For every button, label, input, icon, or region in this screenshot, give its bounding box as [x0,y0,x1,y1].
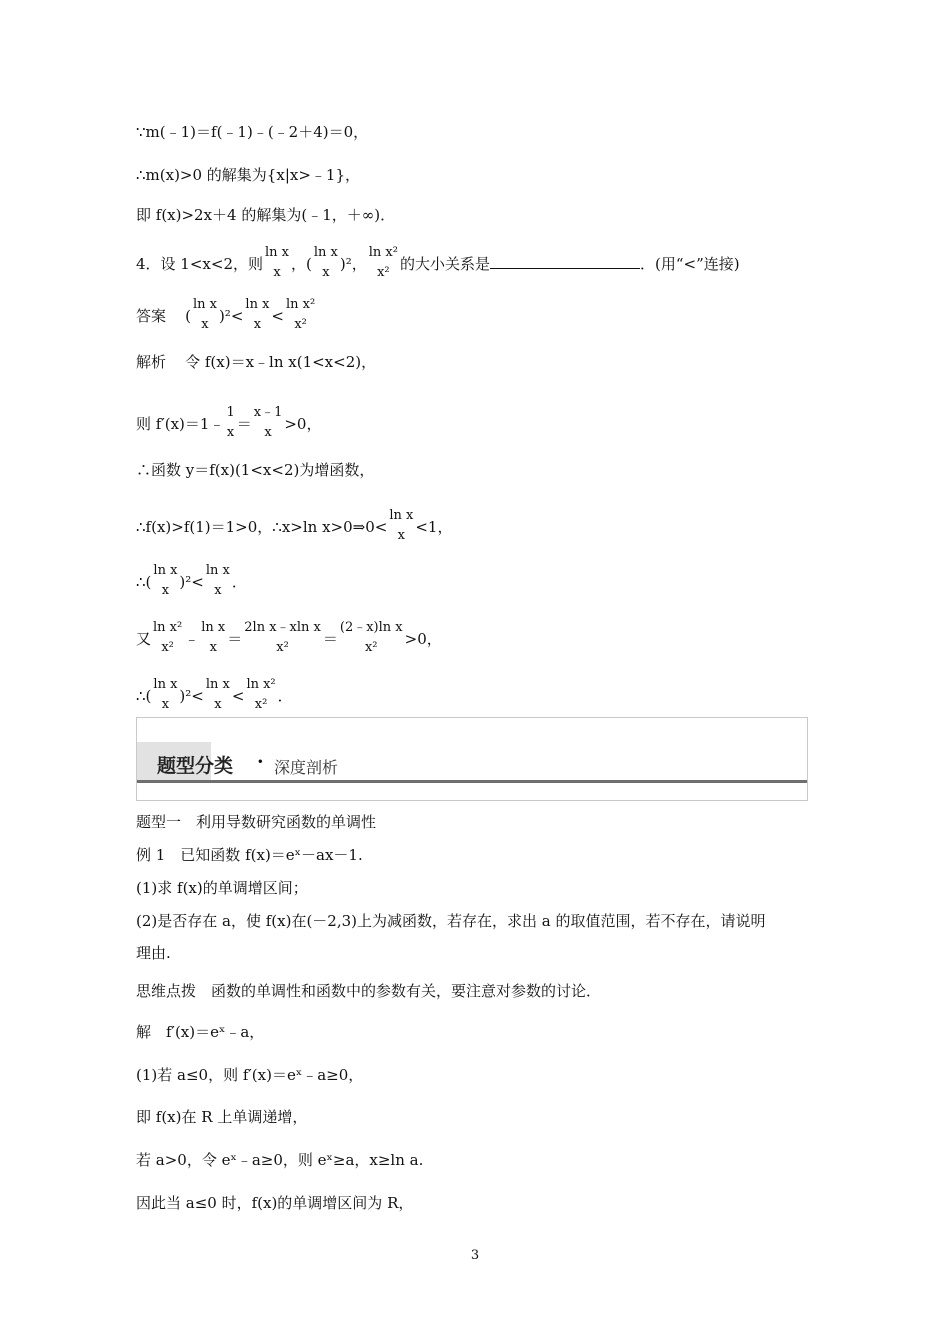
answer-blank [490,254,640,269]
answer-line: 答案 ( ln x x )²< ln x x < ln x² x² [136,297,317,337]
example-title: 例 1 已知函数 f(x)＝eˣ－ax－1. [136,846,363,864]
text-line: ∵m(﹣1)＝f(﹣1)﹣(﹣2＋4)＝0， [136,123,369,141]
analysis-line: ∴f(x)>f(1)＝1>0，∴x>ln x>0⇒0< ln x x <1， [136,508,452,548]
question-2-cont: 理由. [136,944,171,962]
section-banner [136,717,808,801]
analysis-line: ∴函数 y＝f(x)(1<x<2)为增函数， [136,461,375,479]
section-heading: 题型一 利用导数研究函数的单调性 [136,813,377,831]
question-2: (2)是否存在 a，使 f(x)在(－2,3)上为减函数，若存在，求出 a 的取值范围，若不存在，请说明 [136,912,766,930]
fraction: 1 x [226,405,235,440]
fraction: 2ln x﹣xln x x² [244,620,321,655]
page-number: 3 [470,1248,480,1263]
fraction: ln x x [265,245,289,280]
analysis-line: ∴( ln x x )²< ln x x ． [136,563,247,603]
analysis-line: ∴( ln x x )²< ln x x < ln x² x² ． [136,677,293,717]
fraction: ln x x [245,297,270,332]
solution-line: 若 a>0，令 eˣ﹣a≥0，则 eˣ≥a，x≥ln a. [136,1151,424,1169]
fraction: ln x² x² [285,297,316,332]
solution-line: 即 f(x)在 R 上单调递增， [136,1108,308,1126]
fraction: x﹣1 x [253,405,283,440]
answer-label: 答案 [136,307,167,325]
solution-line: 因此当 a≤0 时，f(x)的单调增区间为 R， [136,1194,414,1212]
banner-subtitle: 深度剖析 [274,758,339,777]
fraction: ln x² x² [246,677,276,712]
fraction: (2﹣x)ln x x² [339,620,403,655]
analysis-label: 解析 [136,353,167,371]
fraction: ln x x [313,245,338,280]
fraction: ln x x [201,620,226,655]
solution-line: 解 f′(x)＝eˣ﹣a， [136,1023,265,1041]
problem-prefix: 4．设 1<x<2，则 [136,255,263,273]
fraction: ln x x [205,677,230,712]
analysis-line: 又 ln x² x² ﹣ ln x x ＝ 2ln x﹣xln x x² ＝ (2﹣x)ln x x² >0， [136,620,442,660]
banner-title: 题型分类 [157,755,234,777]
fraction: ln x x [153,563,178,598]
banner-dot: · [257,751,264,773]
fraction: ln x² x² [368,245,398,280]
hint-line: 思维点拨 函数的单调性和函数中的参数有关，要注意对参数的讨论． [136,982,602,1000]
solution-line: (1)若 a≤0，则 f′(x)＝eˣ﹣a≥0， [136,1066,364,1084]
analysis-line: 解析 令 f(x)＝x﹣ln x(1<x<2)， [136,353,377,371]
text-line: ∴m(x)>0 的解集为{x|x>﹣1}， [136,166,360,184]
fraction: ln x x [192,297,217,332]
fraction: ln x x [205,563,230,598]
fraction: ln x x [153,677,178,712]
analysis-line: 则 f′(x)＝1﹣ 1 x ＝ x﹣1 x >0， [136,405,321,445]
problem-4: 4．设 1<x<2，则 ln x x ，( ln x x )²， ln x² x² 的大小关系是 ．(用“<”连接) [136,245,740,285]
fraction: ln x x [389,508,414,543]
banner-rule [137,780,807,783]
text-line: 即 f(x)>2x＋4 的解集为(﹣1，＋∞)． [136,206,396,224]
fraction: ln x² x² [153,620,183,655]
question-1: (1)求 f(x)的单调增区间； [136,879,308,897]
